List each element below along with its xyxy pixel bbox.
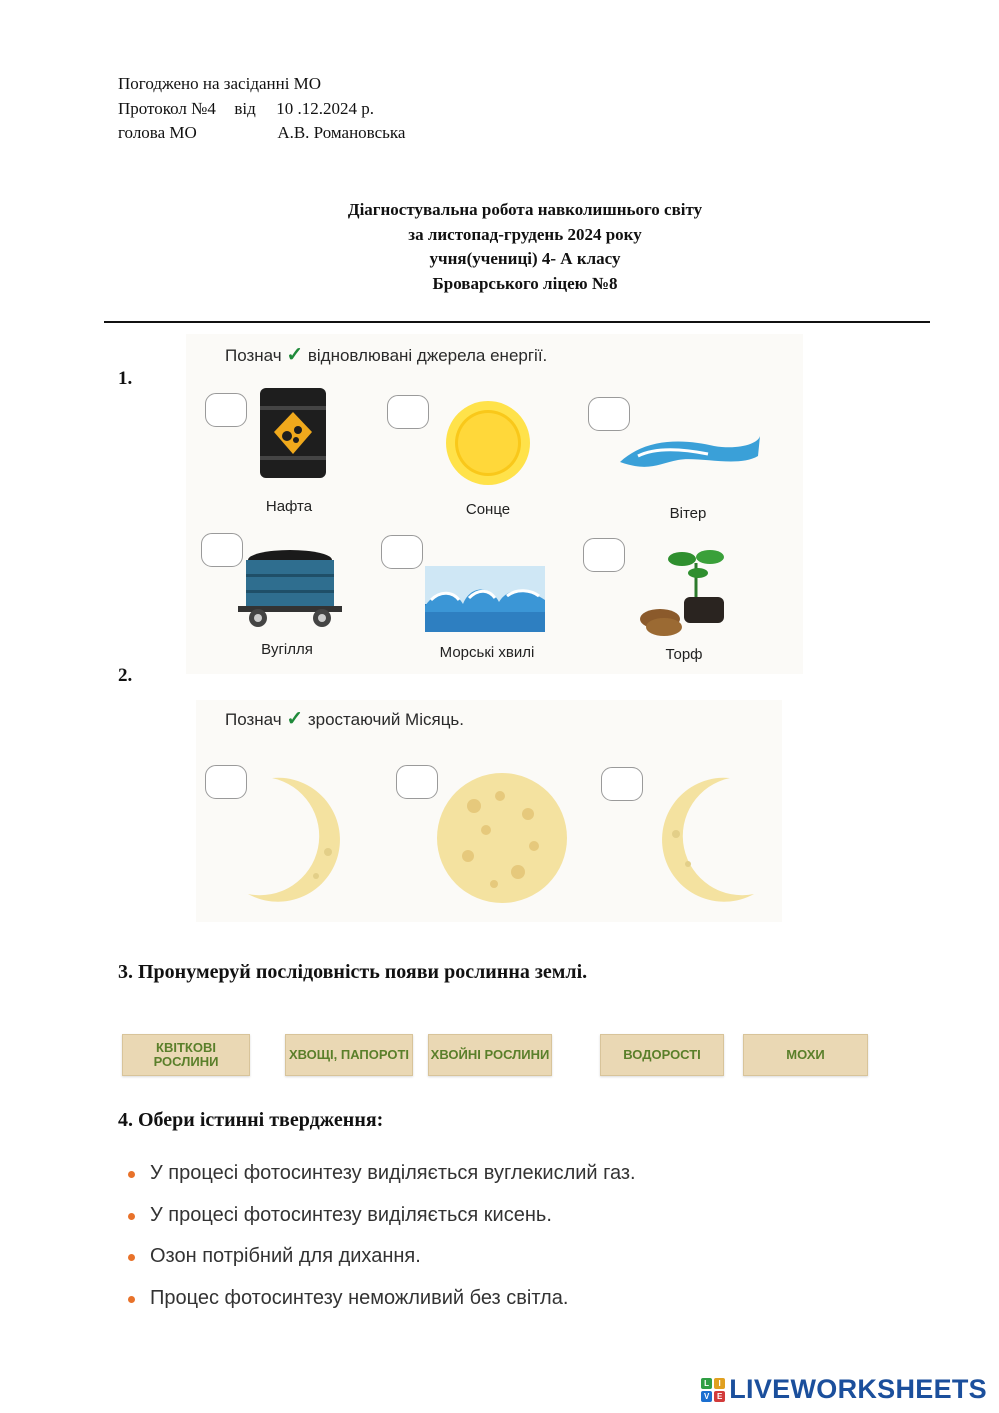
bullet-icon [128,1254,135,1261]
title-line-2: за листопад-грудень 2024 року [408,224,642,244]
card-conifers[interactable]: ХВОЙНІ РОСЛИНИ [428,1034,552,1076]
statement-item-2[interactable] [128,1204,636,1246]
sun-icon [440,398,536,488]
q1-checkbox-sun[interactable] [387,395,429,429]
sea-waves-icon [425,566,545,632]
q1-checkbox-oil[interactable] [205,393,247,427]
title-line-1: Діагностувальна робота навколишнього світу [347,200,703,219]
statement-text: У процесі фотосинтезу виділяється кисень. [150,1203,552,1226]
statement-item-1[interactable] [128,1162,636,1204]
logo-letter: I [714,1378,725,1389]
bullet-icon [128,1171,135,1178]
head-name: А.В. Романовська [277,123,406,142]
brand-text: LIVEWORKSHEETS [729,1374,987,1404]
q4-heading: 4. Обери істинні твердження: [118,1109,384,1131]
q2-instruction-prefix: Познач [225,710,282,729]
waning-crescent-moon-icon [656,772,766,902]
q1-checkbox-peat[interactable] [583,538,625,572]
q1-instruction-prefix: Познач [225,346,282,365]
card-mosses[interactable]: МОХИ [743,1034,868,1076]
bullet-icon [128,1296,135,1303]
title-line-3: учня(учениці) 4- А класу [429,249,621,268]
bullet-icon [128,1213,135,1220]
protocol-date: 10 .12.2024 р. [276,98,375,118]
q1-instruction [225,342,547,367]
title-line-4: Броварського ліцею №8 [432,273,618,293]
page-title [200,198,850,296]
protocol-label: Протокол №4 [118,98,216,118]
protocol-from: від [234,98,256,118]
q2-checkbox-moon-2[interactable] [396,765,438,799]
card-flowering-plants[interactable]: КВІТКОВІ РОСЛИНИ [122,1034,250,1076]
q2-checkbox-moon-3[interactable] [601,767,643,801]
approval-line-3 [118,121,405,146]
wind-icon [618,426,762,476]
logo-letter: E [714,1391,725,1402]
check-mark-icon: ✓ [286,708,304,730]
q1-checkbox-waves[interactable] [381,535,423,569]
oil-barrel-icon [254,384,332,482]
q3-heading: 3. Пронумеруй послідовність появи рослинна землі. [118,961,588,983]
check-mark-icon: ✓ [286,344,304,366]
card-horsetails-ferns[interactable]: ХВОЩІ, ПАПОРОТІ [285,1034,413,1076]
statement-text: У процесі фотосинтезу виділяється вуглекислий газ. [150,1162,636,1184]
approval-line-2 [118,97,405,122]
q2-number: 2. [118,665,133,686]
statement-text: Процес фотосинтезу неможливий без світла. [150,1286,569,1309]
coal-wagon-icon [236,546,344,630]
label-waves: Морські хвилі [439,644,535,661]
statement-text: Озон потрібний для дихання. [150,1245,421,1267]
label-coal: Вугілля [261,641,313,658]
label-oil: Нафта [265,498,313,515]
label-wind: Вітер [669,505,707,522]
logo-letter: V [701,1391,712,1402]
q2-instruction [225,706,464,731]
liveworksheets-brand [701,1374,987,1405]
q2-instruction-suffix: зростаючий Місяць. [307,710,465,729]
statement-item-4[interactable] [128,1287,636,1329]
approval-line-1: Погоджено на засіданні МО [118,74,322,93]
waxing-crescent-moon-icon [236,772,356,902]
statement-item-3[interactable] [128,1245,636,1287]
q1-number: 1. [118,368,133,389]
full-moon-icon [434,770,570,906]
label-sun: Сонце [465,501,511,518]
logo-letter: L [701,1378,712,1389]
head-label: голова МО [118,123,197,142]
q1-instruction-suffix: відновлювані джерела енергії. [307,346,548,365]
approval-block [118,72,405,146]
liveworksheets-logo-icon [701,1378,725,1402]
label-peat: Торф [665,646,703,663]
q4-statement-list [128,1162,636,1328]
card-algae[interactable]: ВОДОРОСТІ [600,1034,724,1076]
peat-plant-icon [640,543,740,639]
divider [104,321,930,323]
